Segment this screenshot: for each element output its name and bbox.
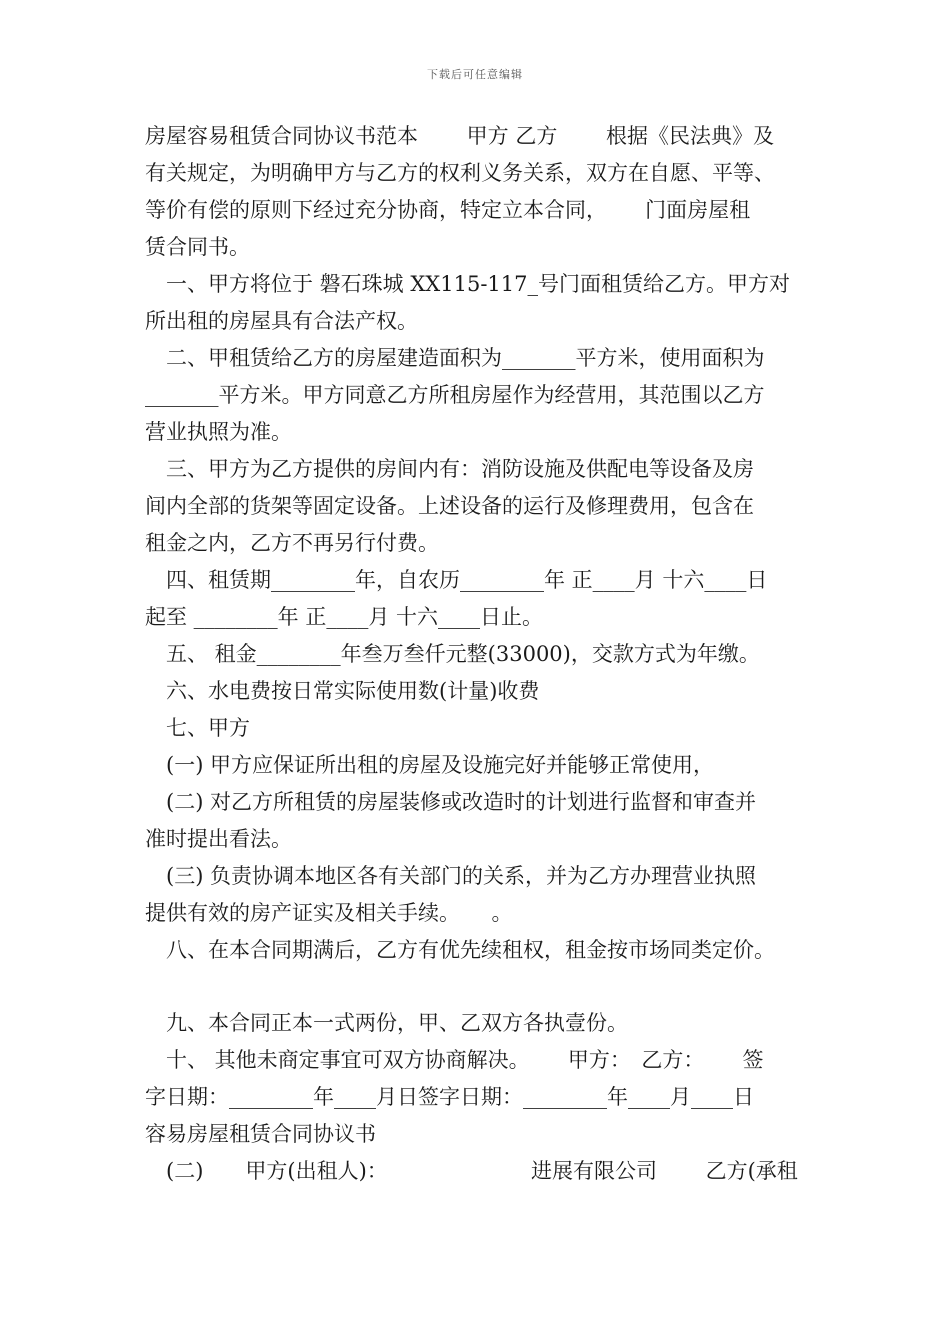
text-line: (三) 负责协调本地区各有关部门的关系，并为乙方办理营业执照 <box>145 864 757 888</box>
text-line: 营业执照为准。 <box>145 420 292 444</box>
text-line: 七、甲方 <box>145 716 250 740</box>
text-line: (二) 对乙方所租赁的房屋装修或改造时的计划进行监督和审查并 <box>145 790 757 814</box>
text-line: 等价有偿的原则下经过充分协商，特定立本合同， 门面房屋租 <box>145 198 751 222</box>
text-line: 有关规定，为明确甲方与乙方的权利义务关系，双方在自愿、平等、 <box>145 161 775 185</box>
text-line: 四、租赁期________年，自农历________年 正____月 十六____日 <box>145 568 768 592</box>
text-line: 容易房屋租赁合同协议书 <box>145 1122 376 1146</box>
text-line: 赁合同书。 <box>145 235 250 259</box>
text-line: 八、在本合同期满后，乙方有优先续租权，租金按市场同类定价。 <box>145 938 775 962</box>
text-line: 十、 其他未商定事宜可双方协商解决。 甲方： 乙方： 签 <box>145 1048 764 1072</box>
page-header: 下载后可任意编辑 <box>427 68 523 81</box>
blank-line <box>145 969 810 1005</box>
text-line: 间内全部的货架等固定设备。上述设备的运行及修理费用，包含在 <box>145 494 754 518</box>
text-line: 五、 租金________年叁万叁仟元整(33000)，交款方式为年缴。 <box>145 642 760 666</box>
text-line: 一、甲方将位于 磐石珠城 XX115-117_号门面租赁给乙方。甲方对 <box>145 272 791 296</box>
text-line: _______平方米。甲方同意乙方所租房屋作为经营用，其范围以乙方 <box>145 383 765 407</box>
text-line: 租金之内，乙方不再另行付费。 <box>145 531 439 555</box>
text-line: 提供有效的房产证实及相关手续。 。 <box>145 901 513 925</box>
text-line: 起至 ________年 正____月 十六____日止。 <box>145 605 544 629</box>
text-line: (一) 甲方应保证所出租的房屋及设施完好并能够正常使用， <box>145 753 715 777</box>
text-line: 房屋容易租赁合同协议书范本 甲方 乙方 根据《民法典》及 <box>145 124 775 148</box>
text-line: 所出租的房屋具有合法产权。 <box>145 309 418 333</box>
text-line: 三、甲方为乙方提供的房间内有：消防设施及供配电等设备及房 <box>145 457 754 481</box>
text-line: 二、甲租赁给乙方的房屋建造面积为_______平方米，使用面积为 <box>145 346 765 370</box>
text-line: 九、本合同正本一式两份，甲、乙双方各执壹份。 <box>145 1011 628 1035</box>
text-line: (二) 甲方(出租人)： 进展有限公司 乙方(承租 <box>145 1159 798 1183</box>
text-line: 准时提出看法。 <box>145 827 292 851</box>
text-line: 字日期：________年____月日签字日期：________年____月____日 <box>145 1085 754 1109</box>
text-line: 六、水电费按日常实际使用数(计量)收费 <box>145 679 540 703</box>
document-body <box>145 118 810 1190</box>
